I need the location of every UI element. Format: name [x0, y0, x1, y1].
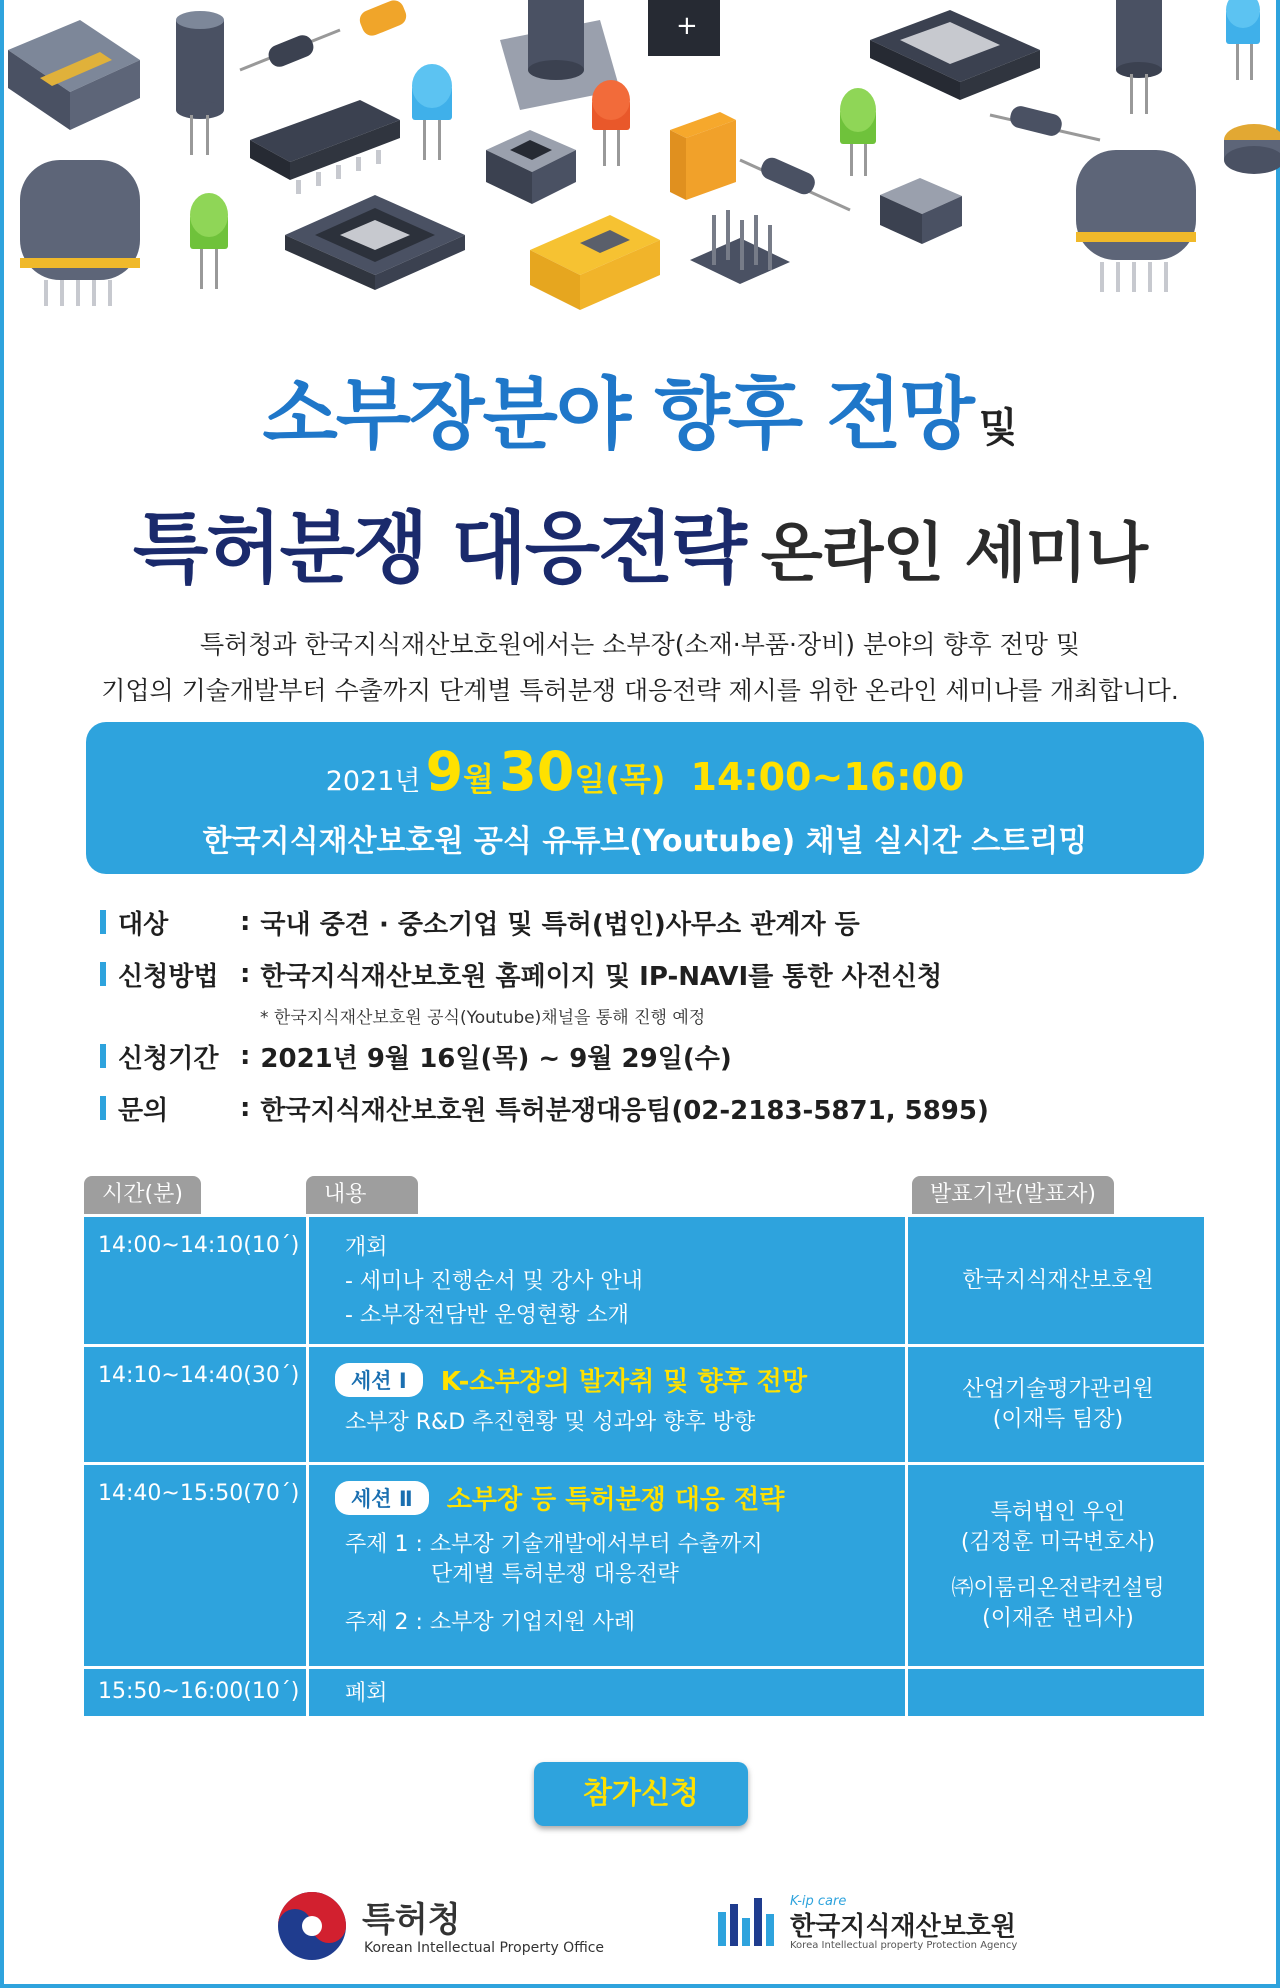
info-colon: :	[240, 1093, 251, 1123]
info-colon: :	[240, 959, 251, 989]
electronic-components-illustration	[0, 0, 1280, 330]
table-row	[84, 1344, 1204, 1462]
info-note: * 한국지식재산보호원 공식(Youtube)채널을 통해 진행 예정	[260, 1007, 706, 1028]
capacitor-small-icon	[1116, 0, 1162, 114]
intro-line-1: 특허청과 한국지식재산보호원에서는 소부장(소재·부품·장비) 분야의 향후 전망 및	[199, 630, 1081, 659]
kipo-english-name: Korean Intellectual Property Office	[364, 1940, 605, 1956]
info-item-contact	[100, 1082, 1200, 1134]
session-badge: 세션 I	[335, 1363, 423, 1397]
kipa-tagline: K-ip care	[790, 1894, 847, 1909]
info-value: 2021년 9월 16일(목) ~ 9월 29일(수)	[260, 1043, 732, 1074]
info-item-period	[100, 1030, 1200, 1082]
kipa-bars-icon	[718, 1898, 780, 1954]
event-day-unit: 일	[574, 760, 606, 798]
kipa-logo[interactable]	[718, 1894, 1038, 1954]
header-content: 내용	[306, 1176, 418, 1214]
row-presenter	[912, 1465, 1204, 1666]
session-title: K-소부장의 발자취 및 향후 전망	[440, 1367, 807, 1397]
led-orange-icon	[592, 80, 630, 166]
info-label: 신청기간	[118, 1043, 219, 1074]
info-label: 대상	[118, 909, 169, 940]
event-weekday: (목)	[605, 760, 666, 798]
hero-illustration	[0, 0, 1280, 330]
event-channel: 한국지식재산보호원 공식 유튜브(Youtube) 채널 실시간 스트리밍	[202, 824, 1088, 859]
title-main-1: 소부장분야 향후 전망	[262, 370, 973, 460]
led-blue-right-icon	[1226, 0, 1260, 80]
led-green-icon	[840, 88, 876, 176]
presenter-line: (이재득 팀장)	[992, 1406, 1124, 1432]
table-row	[84, 1462, 1204, 1666]
intro-text	[0, 622, 1280, 714]
info-colon: :	[240, 1041, 251, 1071]
row-time: 15:50~16:00(10´)	[98, 1679, 300, 1704]
session-header	[335, 1361, 905, 1398]
processor-chip-icon	[285, 195, 465, 290]
session-header	[335, 1479, 905, 1516]
title-suffix-1: 및	[978, 405, 1018, 451]
bullet-bar-icon	[100, 962, 106, 986]
event-day-number: 30	[499, 740, 575, 803]
title-main-2: 특허분쟁 대응전략	[132, 504, 745, 594]
kipa-english-name: Korea Intellectual property Protection Agency	[790, 1940, 1018, 1951]
info-item-method	[100, 948, 1200, 1000]
row-content	[306, 1347, 908, 1462]
row-detail: 단계별 특허분쟁 대응전략	[431, 1562, 679, 1587]
event-info-list	[100, 896, 1200, 1134]
row-detail: - 세미나 진행순서 및 강사 안내	[345, 1269, 643, 1294]
info-colon: :	[240, 907, 251, 937]
session-title: 소부장 등 특허분쟁 대응 전략	[446, 1485, 785, 1515]
pin-header-icon	[690, 210, 790, 284]
title-line-2	[0, 486, 1280, 598]
row-content	[306, 1217, 908, 1344]
presenter-line: 산업기술평가관리원	[962, 1376, 1154, 1402]
orange-connector-icon	[670, 112, 736, 200]
presenter-line: 한국지식재산보호원	[962, 1267, 1154, 1293]
table-row	[84, 1214, 1204, 1344]
connector-icon	[8, 20, 140, 130]
presenter-line: (이재준 변리사)	[982, 1605, 1134, 1631]
kipo-name: 특허청	[362, 1900, 461, 1940]
row-detail: 주제 1 : 소부장 기술개발에서부터 수출까지	[345, 1532, 763, 1557]
inductor-icon	[486, 130, 576, 204]
row-detail: - 소부장전담반 운영현황 소개	[345, 1303, 629, 1328]
bullet-bar-icon	[100, 1044, 106, 1068]
info-label: 신청방법	[118, 961, 219, 992]
kipa-name: 한국지식재산보호원	[790, 1912, 1017, 1942]
row-title: 개회	[345, 1235, 388, 1260]
row-time: 14:00~14:10(10´)	[98, 1233, 300, 1258]
table-row	[84, 1666, 1204, 1716]
square-inductor-icon	[880, 178, 962, 244]
led-blue-icon	[412, 64, 452, 160]
session-badge: 세션 Ⅱ	[335, 1481, 429, 1515]
event-month-unit: 월	[463, 760, 495, 798]
event-date-banner	[86, 722, 1204, 874]
info-item-target	[100, 896, 1200, 948]
left-capacitor-icon	[20, 160, 140, 306]
info-value: 한국지식재산보호원 특허분쟁대응팀(02-2183-5871, 5895)	[260, 1095, 989, 1126]
svg-text:+: +	[676, 11, 698, 41]
yellow-component-icon	[530, 215, 660, 310]
row-content	[306, 1465, 908, 1666]
row-time: 14:40~15:50(70´)	[98, 1481, 300, 1506]
kipo-logo[interactable]	[276, 1890, 616, 1960]
presenter-line: ㈜이룸리온전략컨설팅	[951, 1575, 1165, 1601]
chip-plus-icon	[648, 0, 720, 56]
header-presenter: 발표기관(발표자)	[912, 1176, 1114, 1214]
led-green-left-icon	[190, 193, 228, 289]
event-time: 14:00~16:00	[690, 755, 965, 799]
presenter-line: 특허법인 우인	[990, 1499, 1126, 1525]
row-presenter	[912, 1347, 1204, 1462]
info-label: 문의	[118, 1095, 169, 1126]
title-line-1	[0, 352, 1280, 464]
row-title: 폐회	[345, 1681, 388, 1706]
ic-chip-icon	[250, 100, 400, 194]
row-content	[306, 1669, 908, 1716]
bullet-bar-icon	[100, 1096, 106, 1120]
large-capacitor-icon	[1076, 150, 1196, 292]
table-header	[84, 1176, 1204, 1214]
header-time: 시간(분)	[84, 1176, 201, 1214]
resistor-icon	[240, 0, 409, 70]
info-value: 국내 중견 · 중소기업 및 특허(법인)사무소 관계자 등	[260, 909, 860, 940]
schedule-table	[84, 1176, 1204, 1716]
intro-line-2: 기업의 기술개발부터 수출까지 단계별 특허분쟁 대응전략 제시를 위한 온라인 세미나를 개최합니다.	[101, 676, 1179, 705]
presenter-line: (김정훈 미국변호사)	[960, 1529, 1156, 1555]
row-presenter	[912, 1217, 1204, 1344]
event-year: 2021년	[325, 766, 421, 797]
taegeuk-icon	[276, 1890, 348, 1962]
event-month-number: 9	[425, 740, 464, 803]
potentiometer-icon	[1224, 124, 1280, 174]
large-ic-chip-icon	[870, 10, 1040, 100]
info-value: 한국지식재산보호원 홈페이지 및 IP-NAVI를 통한 사전신청	[260, 961, 943, 992]
row-presenter	[912, 1669, 1204, 1716]
event-datetime	[86, 740, 1204, 803]
bullet-bar-icon	[100, 910, 106, 934]
capacitor-icon	[176, 11, 224, 155]
row-time: 14:10~14:40(30´)	[98, 1363, 300, 1388]
apply-button[interactable]: 참가신청	[534, 1762, 748, 1826]
row-detail: 소부장 R&D 추진현황 및 성과와 향후 방향	[345, 1410, 756, 1435]
row-detail: 주제 2 : 소부장 기업지원 사례	[345, 1610, 636, 1635]
title-suffix-2: 온라인 세미나	[760, 517, 1148, 591]
